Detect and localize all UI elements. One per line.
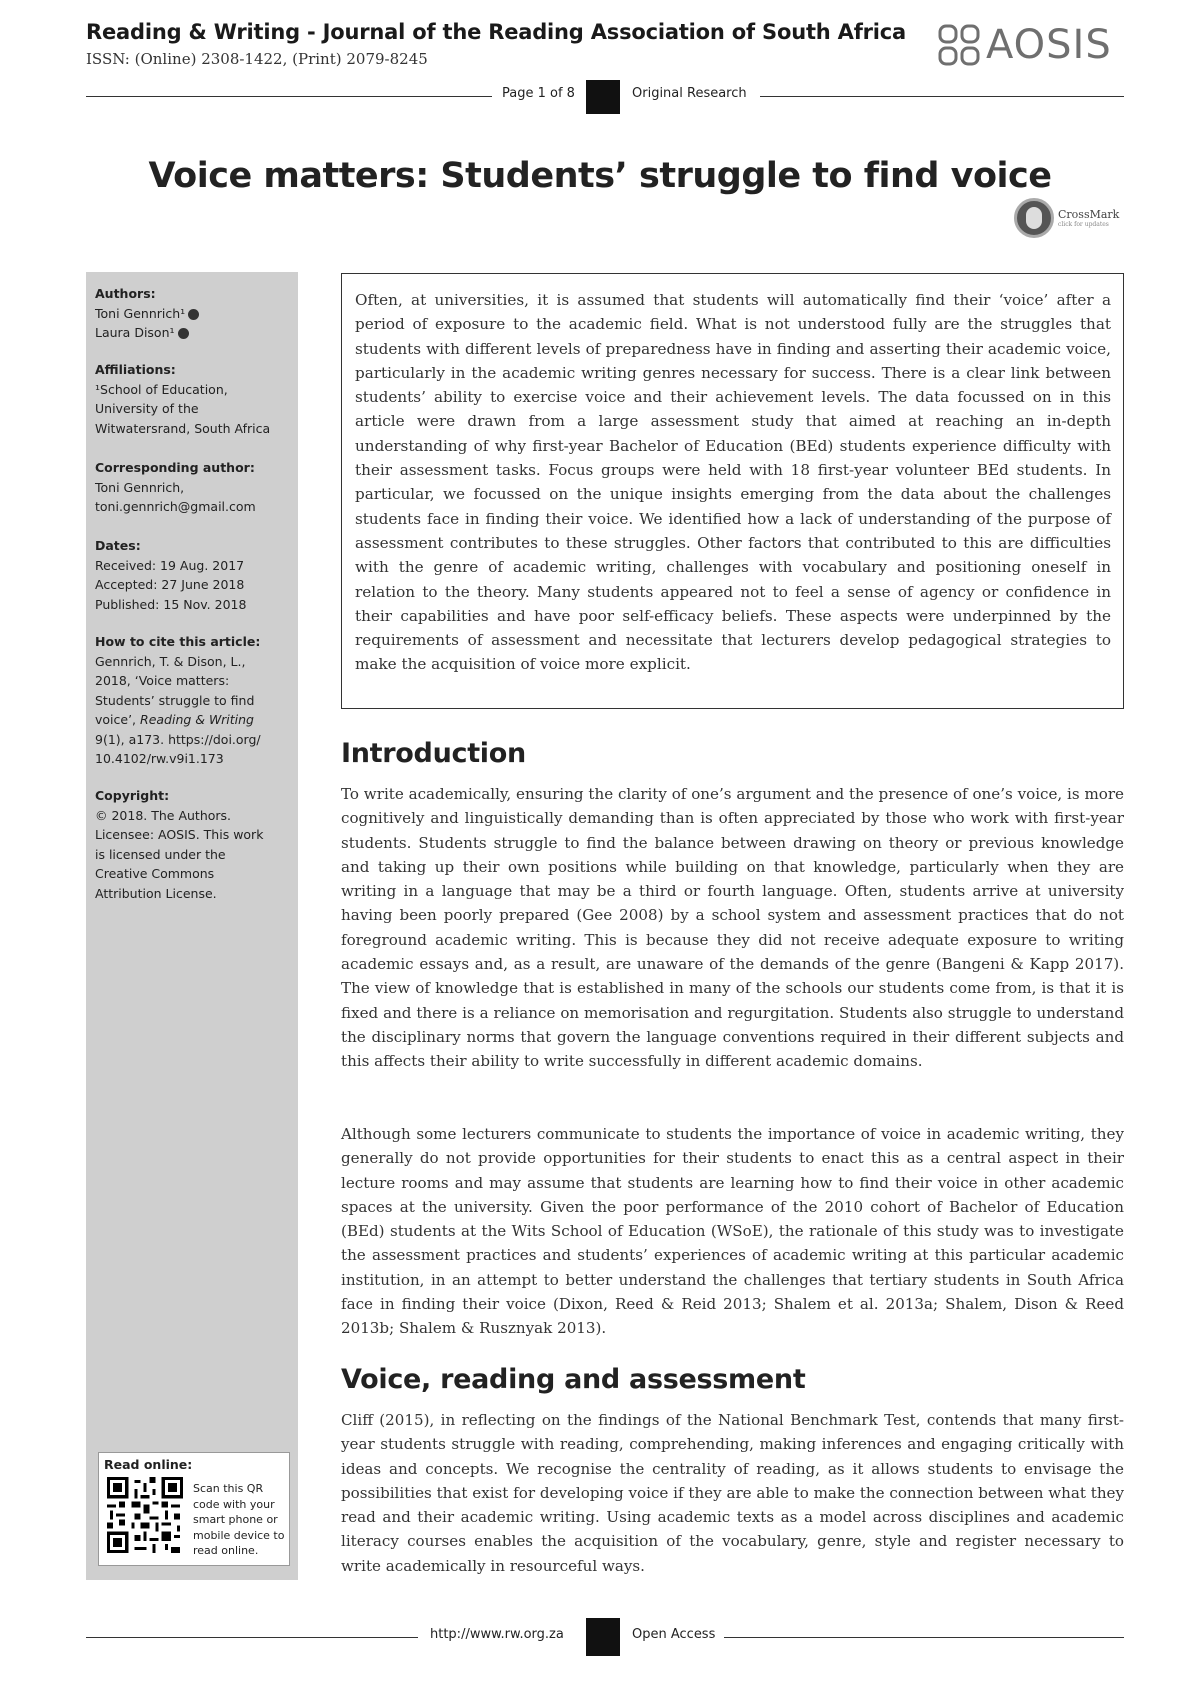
page-number: Page 1 of 8 (502, 86, 575, 101)
authors-block (95, 284, 295, 343)
crossmark-icon (1014, 198, 1054, 238)
intro-paragraph-2: Although some lecturers communicate to students the importance of voice in academic writing, they generally do not provide opportunities for their students to enact this as a central aspect in their lecture rooms and may assume that students are learning how to find their voice in other academic spaces at the university. Given the poor performance of the 2010 cohort of Bachelor of Education (BEd) students at the Wits School of Education (WSoE), the rationale of this study was to investigate the assessment practices and students’ experiences of academic writing at this particular academic institution, in an attempt to better understand the challenges that tertiary students in South Africa face in finding their voice (Dixon, Reed & Reid 2013; Shalem et al. 2013a; Shalem, Dison & Reed 2013b; Shalem & Rusznyak 2013). (341, 1125, 1124, 1338)
footer-open-access: Open Access (632, 1627, 716, 1642)
scan-instructions: Scan this QR code with your smart phone or mobile device to read online. (193, 1482, 285, 1557)
corresponding-name: Toni Gennrich, (95, 479, 185, 495)
article-type: Original Research (632, 86, 747, 101)
affiliation-line: Witwatersrand, South Africa (95, 420, 271, 436)
article-info-sidebar (86, 272, 298, 1580)
copyright-line: Creative Commons (95, 866, 215, 881)
article-title: Voice matters: Students’ struggle to find voice (148, 156, 1052, 196)
authors-heading: Authors: (95, 286, 156, 301)
copyright-line: Attribution License. (95, 885, 217, 901)
cite-line: Gennrich, T. & Dison, L., (95, 653, 246, 669)
corresponding-block (95, 458, 295, 517)
issn: ISSN: (Online) 2308-1422, (Print) 2079-8245 (86, 50, 428, 68)
cite-line: 9(1), a173. https://doi.org/ (95, 731, 261, 747)
crossmark-label: CrossMark (1058, 208, 1120, 221)
journal-title: Reading & Writing - Journal of the Reading Association of South Africa (86, 20, 907, 44)
abstract-box (341, 273, 1124, 709)
voice-reading-assessment-heading: Voice, reading and assessment (341, 1364, 806, 1395)
footer-rule-left (86, 1637, 418, 1638)
intro-paragraph-1: To write academically, ensuring the clarity of one’s argument and the presence of one’s voice, is more cognitively and linguistically demanding than is often appreciated by those who work with first-year students. Students struggle to find the balance between drawing on theory or previous knowledge and taking up their own positions while building on that knowledge, particularly when they are writing in a language that may be a third or fourth language. Often, students arrive at university having been poorly prepared (Gee 2008) by a school system and assessment practices that do not foreground academic writing. This is because they did not receive adequate exposure to writing academic essays and, as a result, are unaware of the demands of the genre (Bangeni & Kapp 2017). The view of knowledge that is established in many of the schools our students come from, is that it is fixed and there is a reliance on memorisation and regurgitation. Students also struggle to understand the disciplinary norms that govern the language conventions required in their different subjects and this affects their ability to write successfully in different academic domains. (341, 785, 1124, 1071)
published-date: Published: 15 Nov. 2018 (95, 596, 247, 612)
received-date: Received: 19 Aug. 2017 (95, 557, 245, 573)
voice-paragraph-1: Cliff (2015), in reflecting on the findings of the National Benchmark Test, contends that many first-year students struggle with reading, comprehending, making inferences and engaging critically with ideas and concepts. We recognise the centrality of reading, as it allows students to envisage the possibilities that exist for developing voice if they are able to make the connection between what they read and their academic writing. Using academic texts as a model across disciplines and academic literacy courses enables the acquisition of the vocabulary, genre, style and register necessary to write academically in resourceful ways. (341, 1411, 1124, 1575)
copyright-block (95, 786, 295, 903)
orcid-icon[interactable] (178, 328, 189, 339)
copyright-heading: Copyright: (95, 788, 170, 803)
affiliations-block (95, 360, 295, 438)
footer-rule-right (724, 1637, 1124, 1638)
crossmark-badge[interactable] (1014, 198, 1119, 238)
copyright-line: © 2018. The Authors. (95, 807, 232, 823)
aosis-logo-icon (936, 22, 982, 68)
qr-code-icon[interactable] (107, 1477, 183, 1553)
orcid-icon[interactable] (188, 309, 199, 320)
header-square (586, 80, 620, 114)
cite-heading: How to cite this article: (95, 634, 261, 649)
cite-doi[interactable]: 10.4102/rw.v9i1.173 (95, 751, 224, 766)
abstract-text: Often, at universities, it is assumed that students will automatically find their ‘voice’ after a period of exposure to the academic field. What is not understood fully are the struggles that students with different levels of preparedness have in finding and asserting their academic voice, particularly in the academic writing genres necessary for success. There is a clear link between students’ ability to exercise voice and their achievement levels. The data focussed on in this article were drawn from a large assessment study that aimed at reaching an in-depth understanding of why first-year Bachelor of Education (BEd) students experience difficulty with their assessment tasks. Focus groups were held with 18 first-year volunteer BEd students. In particular, we focussed on the unique insights emerging from the data about the challenges students face in finding their voice. We identified how a lack of understanding of the purpose of assessment contributes to these struggles. Other factors that contributed to this are difficulties with the genre of academic writing, challenges with vocabulary and positioning oneself in relation to the theory. Many students appeared not to feel a sense of agency or confidence in their capabilities and have poor self-efficacy beliefs. These aspects were underpinned by the requirements of assessment and necessitate that lecturers develop pedagogical strategies to make the acquisition of voice more explicit. (355, 291, 1111, 674)
citation-block (95, 632, 295, 769)
cite-line: 2018, ‘Voice matters: (95, 673, 230, 688)
logo-text: AOSIS (986, 22, 1112, 68)
footer-square (586, 1618, 620, 1656)
dates-heading: Dates: (95, 538, 141, 553)
cite-line: voice’, Reading & Writing (95, 712, 254, 727)
affiliation-line: University of the (95, 401, 199, 416)
header-rule-right (760, 96, 1124, 97)
aosis-logo (936, 20, 1124, 70)
header-rule-left (86, 96, 492, 97)
author-2: Laura Dison¹ (95, 325, 175, 340)
crossmark-sub: click for updates (1058, 221, 1109, 228)
introduction-heading: Introduction (341, 738, 526, 769)
affiliation-line: ¹School of Education, (95, 381, 228, 397)
author-1: Toni Gennrich¹ (95, 305, 186, 321)
read-online-box (98, 1452, 290, 1566)
read-online-heading: Read online: (104, 1457, 193, 1472)
affiliations-heading: Affiliations: (95, 362, 176, 377)
corresponding-heading: Corresponding author: (95, 460, 255, 475)
dates-block (95, 536, 295, 614)
corresponding-email[interactable]: toni.gennrich@gmail.com (95, 499, 256, 514)
cite-journal: Reading & Writing (140, 712, 254, 727)
accepted-date: Accepted: 27 June 2018 (95, 577, 245, 592)
cite-line: Students’ struggle to find (95, 692, 255, 708)
footer-url[interactable]: http://www.rw.org.za (430, 1627, 564, 1642)
copyright-line: is licensed under the (95, 846, 226, 862)
copyright-line: Licensee: AOSIS. This work (95, 827, 264, 842)
